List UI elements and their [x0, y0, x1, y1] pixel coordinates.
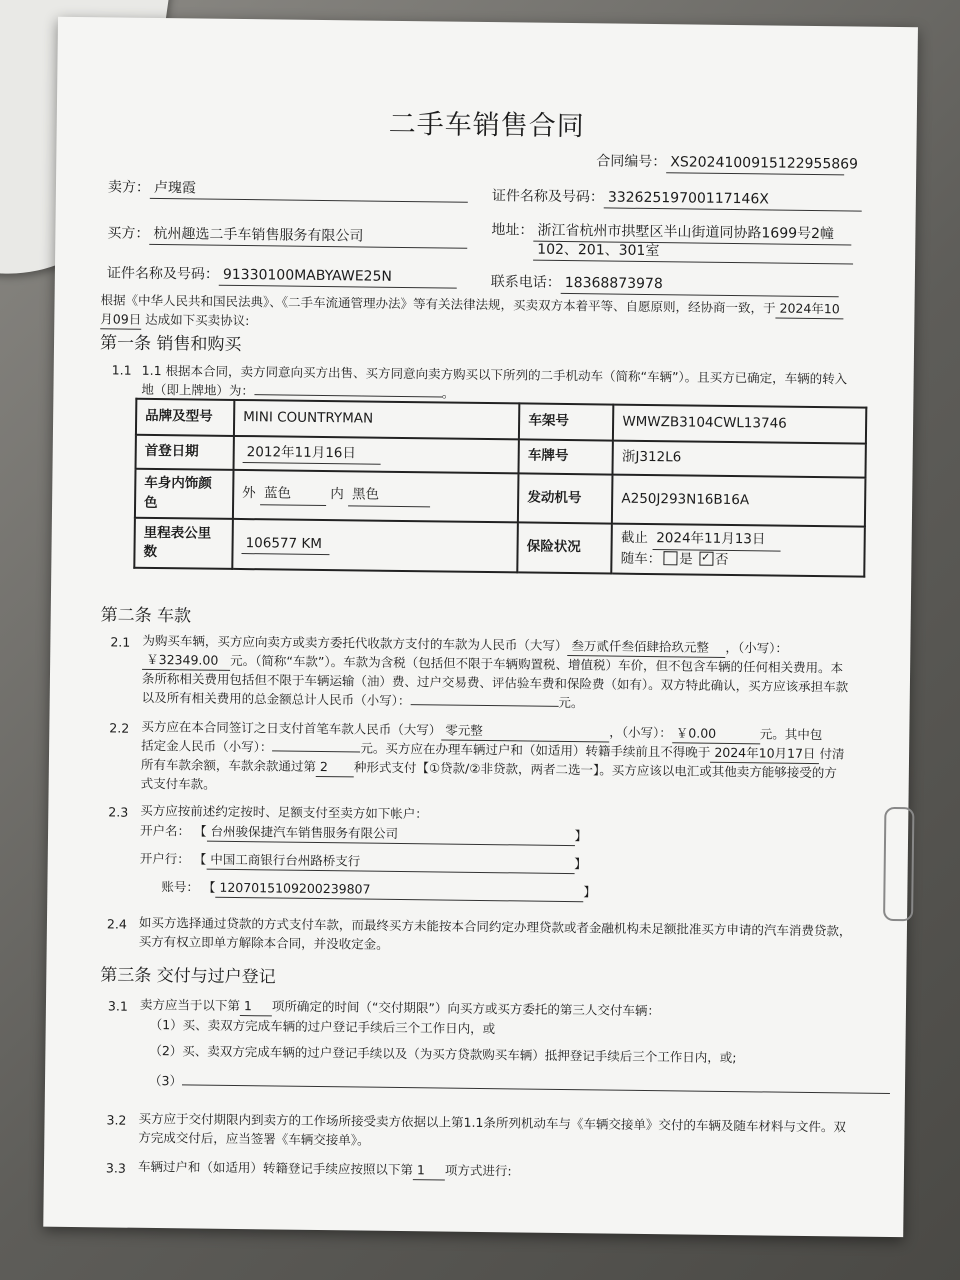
section-2-1-number: 2.1	[110, 634, 131, 650]
bracket-right: 】	[574, 828, 588, 844]
seller-id-label: 证件名称及号码：	[491, 188, 604, 206]
plate-label: 车牌号	[519, 439, 613, 474]
buyer-id-value: 91330100MABYAWE25N	[219, 265, 457, 289]
s31-text-a: 卖方应当于以下第	[139, 996, 241, 1014]
section-2-4-line-1: 如买方选择通过贷款的方式支付车款，而最终买方未能按本合同约定办理贷款或者金融机构未足额批准买方申请的汽车消费贷款，	[138, 914, 852, 939]
s21-text-a: 为购买车辆，买方应向卖方或卖方委托代收款方支付的车款为人民币（大写）	[142, 632, 568, 654]
s21-text-b: ，（小写）：	[725, 639, 788, 656]
s22-text-g: 所有车款余额，车款余款通过第	[140, 756, 316, 774]
insurance-until-label: 截止	[620, 529, 649, 547]
section-3-2-line-2: 方完成交付后，应当签署《车辆交接单》。	[138, 1129, 370, 1148]
s21-text-e: 以及所有相关费用的总金额总计人民币（小写）：	[141, 689, 411, 709]
section-2-4-line-2: 买方有权立即单方解除本合同，并没收定金。	[138, 933, 389, 952]
preamble-date-b: 月09日	[100, 310, 141, 330]
bracket-left: 【	[194, 823, 207, 839]
buyer-label: 买方：	[107, 225, 150, 242]
contract-number	[596, 151, 859, 175]
table-row	[134, 518, 865, 577]
preamble-text-2: 达成如下买卖协议:	[145, 311, 250, 329]
bank-row	[140, 850, 587, 875]
interior-label: 内	[330, 486, 344, 503]
section-2-4-number: 2.4	[106, 916, 127, 932]
final-payment-date: 2024年10月17日	[710, 744, 819, 764]
seller-label: 卖方：	[107, 179, 151, 196]
section-2-2-line-4: 式支付车款。	[140, 775, 216, 792]
section-3-2-number: 3.2	[106, 1112, 127, 1128]
seller-row	[108, 177, 468, 203]
document-title: 二手车销售合同	[388, 108, 585, 143]
address-line-1: 浙江省杭州市拱墅区半山街道同协路1699号2幢	[533, 221, 851, 246]
exterior-label: 外	[242, 485, 256, 502]
table-row	[135, 469, 866, 527]
section-3-3-text	[138, 1158, 512, 1182]
section-1-1-end: 。	[441, 385, 455, 401]
seam-stamp-mark	[883, 807, 914, 921]
section-3-1-option-3	[149, 1072, 890, 1099]
section-3-1-option-1: （1）买、卖双方完成车辆的过户登记手续后三个工作日内，或	[149, 1016, 496, 1037]
s22-text-c: 元。其中包	[759, 726, 823, 743]
section-1-1-text-b: 地（即上牌地）为：	[141, 381, 255, 399]
interior-color: 黑色	[348, 486, 430, 508]
bank-value: 中国工商银行台州路桥支行	[206, 851, 574, 875]
s22-text-a: 买方应在本合同签订之日支付首笔车款人民币（大写）	[141, 718, 442, 738]
brand-value: MINI COUNTRYMAN	[234, 400, 520, 439]
phone-value: 18368873978	[561, 273, 839, 298]
section-2-3-number: 2.3	[108, 804, 129, 820]
transfer-option-choice: 1	[413, 1161, 445, 1181]
contract-page	[43, 17, 918, 1237]
address-label: 地址：	[491, 222, 534, 239]
mileage-unit: KM	[301, 535, 323, 552]
account-number-label: 账号：	[161, 879, 200, 895]
bracket-left: 【	[202, 879, 216, 895]
bracket-right: 】	[583, 884, 597, 900]
checkbox-no-checked[interactable]	[699, 551, 713, 565]
color-label: 车身内饰颜色	[135, 469, 234, 519]
contract-number-value: XS2024100915122955869	[666, 152, 844, 175]
buyer-row	[107, 223, 467, 249]
s22-text-e: 元。买方应在办理车辆过户和（如适用）转籍手续前且不得晚于	[360, 740, 711, 760]
s21-text-c: 元。（简称“车款”）。车款为含税（包括但不限于车辆购置税、增值税）车价，但不包含车辆的任何相关费用。本	[230, 652, 844, 676]
bank-account-name-value: 台州骏保捷汽车销售服务有限公司	[206, 823, 574, 847]
vin-label: 车架号	[519, 403, 613, 440]
buyer-id-label: 证件名称及号码：	[106, 265, 219, 283]
payment-method-choice: 2	[316, 758, 354, 778]
s31-text-3: （3）	[148, 1072, 183, 1089]
buyer-id-row	[107, 263, 457, 289]
engine-label: 发动机号	[518, 473, 613, 523]
insurance-label: 保险状况	[518, 523, 613, 574]
bracket-left: 【	[193, 851, 207, 867]
seller-id-value: 33262519700117146X	[604, 187, 862, 211]
section-1-1-text: 1.1 根据本合同，卖方同意向买方出售、买方同意向卖方购买以下所列的二手机动车（简称“车辆”）。且买方已确定，车辆的转入	[141, 362, 848, 387]
section-3-2-line-1: 买方应于交付期限内到卖方的工作场所接受卖方依据以上第1.1条所列机动车与《车辆交接单》交付的车辆及随车材料与文件。双	[138, 1110, 847, 1135]
account-number-value: 1207015109200239807	[215, 879, 583, 903]
contract-number-label: 合同编号：	[596, 153, 667, 171]
s22-text-b: ，（小写）：	[609, 724, 672, 741]
vin-value: WMWZB3104CWL13746	[613, 405, 866, 444]
mileage-value: 106577	[245, 534, 298, 552]
section-2-2-number: 2.2	[109, 720, 130, 736]
mileage-label: 里程表公里数	[134, 518, 233, 569]
s33-text-a: 车辆过户和（如适用）转籍登记手续应按照以下第	[137, 1158, 414, 1178]
article-2-title: 第二条 车款	[100, 605, 192, 627]
section-2-3-text: 买方应按前述约定按时、足额支付至卖方如下帐户：	[140, 802, 428, 822]
s31-text-b: 项所确定的时间（“交付期限”）向买方或买方委托的第三人交付车辆：	[271, 998, 660, 1019]
section-3-1-number: 3.1	[107, 998, 128, 1014]
bank-account-name-label: 开户名：	[140, 822, 191, 839]
total-price-uppercase: 叁万贰仟叁佰肆拾玖元整	[567, 637, 725, 658]
delivery-option-choice: 1	[240, 997, 272, 1017]
s22-text-d: 括定金人民币（小写）：	[141, 737, 273, 755]
article-3-title: 第三条 交付与过户登记	[100, 965, 276, 988]
buyer-name: 杭州趣选二手车销售服务有限公司	[149, 224, 467, 249]
exterior-color: 蓝色	[260, 485, 326, 506]
engine-value: A250J293N16B16A	[612, 475, 865, 527]
section-3-3-number: 3.3	[105, 1160, 126, 1176]
address-row-2	[533, 240, 853, 265]
s22-text-h: 种形式支付【①贷款/②非贷款，两者二选一】。买方应该以电汇或其他卖方能够接受的方	[353, 759, 837, 781]
vehicle-info-table	[133, 398, 867, 578]
first-payment-lowercase: ￥0.00	[672, 724, 760, 744]
insurance-until-value: 2024年11月13日	[652, 529, 780, 551]
s33-text-b: 项方式进行:	[444, 1162, 512, 1179]
brand-label: 品牌及型号	[136, 399, 234, 436]
address-line-2: 102、201、301室	[533, 240, 853, 265]
reg-date-value: 2012年11月16日	[243, 443, 381, 465]
s21-text-f: 元。	[558, 694, 584, 711]
s22-text-f: 付清	[819, 746, 845, 762]
with-car-label: 随车：	[620, 550, 662, 567]
bank-account-name-row	[140, 822, 587, 847]
preamble-line-2	[100, 310, 249, 331]
phone-row	[491, 272, 839, 298]
bracket-right: 】	[574, 856, 587, 872]
yes-label: 是	[679, 551, 693, 568]
checkbox-yes[interactable]	[663, 551, 677, 565]
total-price-lowercase: ￥32349.00	[142, 651, 230, 671]
section-1-1-number: 1.1	[111, 362, 132, 378]
phone-label: 联系电话：	[490, 274, 561, 291]
section-3-1-option-2: （2）买、卖双方完成车辆的过户登记手续以及（为买方贷款购买车辆）抵押登记手续后三个工作日内，或;	[149, 1042, 737, 1066]
bank-label: 开户行：	[139, 850, 190, 867]
first-payment-uppercase: 零元整	[441, 721, 609, 742]
account-number-row	[161, 878, 596, 902]
section-2-1-line-3: 条所称相关费用包括但不限于车辆运输（油）费、过户交易费、评估验车费和保险费（如有）。双方特此确认，买方应该承担车款	[141, 670, 849, 695]
seller-name: 卢瑰霞	[150, 178, 468, 203]
article-1-title: 第一条 销售和购买	[99, 333, 242, 356]
no-label: 否	[714, 551, 729, 568]
seller-id-row	[492, 186, 862, 212]
preamble-text-1: 根据《中华人民共和国民法典》、《二手车流通管理办法》等有关法律法规，买卖双方本着平等、自愿原则，经协商一致，于	[100, 292, 776, 316]
preamble-date-a: 2024年10	[775, 300, 843, 320]
plate-value: 浙J312L6	[613, 441, 866, 478]
reg-date-label: 首登日期	[136, 435, 234, 470]
